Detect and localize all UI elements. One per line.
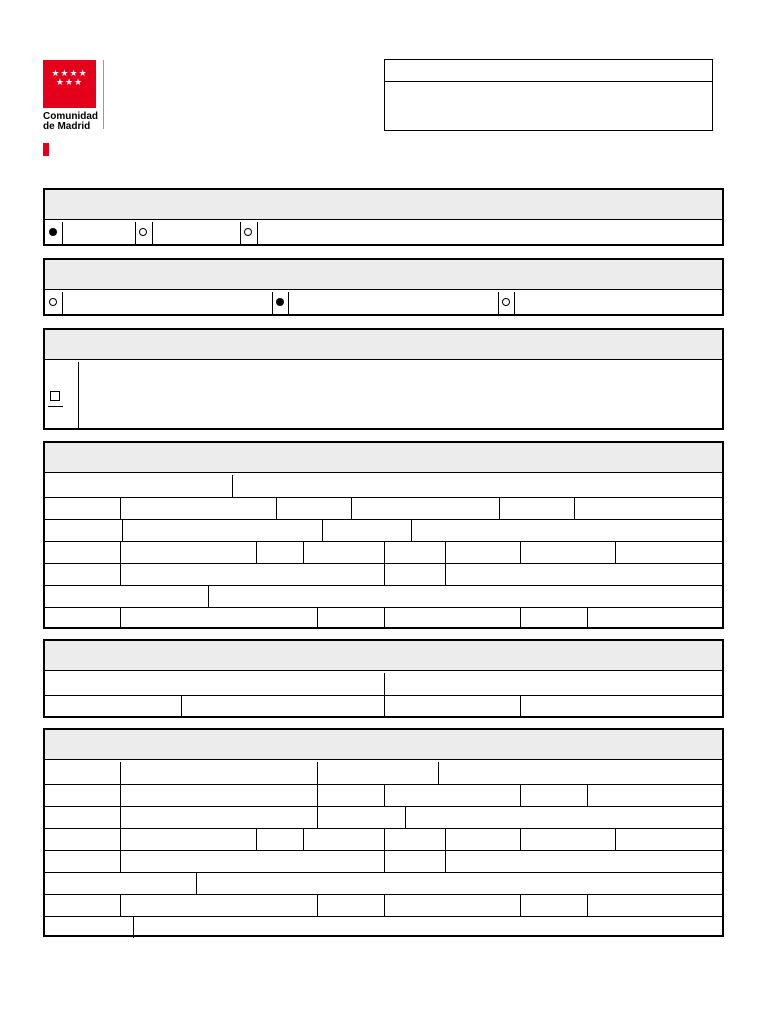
form-label-cell bbox=[45, 917, 133, 938]
section-2-header bbox=[45, 260, 722, 290]
form-label-cell bbox=[520, 895, 587, 916]
form-label-cell bbox=[499, 498, 574, 519]
form-input-field[interactable] bbox=[520, 696, 722, 717]
section-3-header bbox=[45, 330, 722, 360]
logo-stars: ★★★★ ★★★ bbox=[51, 68, 88, 87]
radio-option-3[interactable] bbox=[502, 298, 510, 306]
form-label-cell bbox=[384, 542, 445, 563]
cell-divider bbox=[135, 222, 136, 244]
form-label-cell bbox=[520, 608, 587, 629]
option-1-field[interactable] bbox=[62, 292, 272, 314]
form-input-field[interactable] bbox=[574, 498, 722, 519]
cell-divider bbox=[240, 222, 241, 244]
option-3-field[interactable] bbox=[514, 292, 722, 314]
section-6-representative bbox=[43, 728, 724, 937]
form-input-field[interactable] bbox=[384, 608, 520, 629]
form-label-cell bbox=[45, 586, 208, 607]
form-row bbox=[45, 784, 722, 806]
logo-divider bbox=[103, 60, 104, 129]
form-input-field[interactable] bbox=[411, 520, 722, 541]
option-2-field[interactable] bbox=[288, 292, 498, 314]
form-label-cell bbox=[45, 785, 120, 806]
form-input-field[interactable] bbox=[384, 895, 520, 916]
section-6-header bbox=[45, 730, 722, 760]
section-2-options-row bbox=[45, 292, 722, 314]
form-label-cell bbox=[45, 475, 232, 497]
form-input-field[interactable] bbox=[445, 829, 520, 850]
form-label-cell bbox=[317, 762, 438, 784]
registry-stamp-box[interactable] bbox=[384, 59, 713, 131]
consent-checkbox[interactable] bbox=[50, 391, 60, 401]
logo-text bbox=[43, 112, 98, 132]
option-3-field[interactable] bbox=[257, 222, 722, 244]
form-row bbox=[45, 475, 722, 497]
form-input-field[interactable] bbox=[405, 807, 722, 828]
form-row bbox=[45, 519, 722, 541]
form-row bbox=[45, 916, 722, 938]
form-row bbox=[45, 828, 722, 850]
form-label-cell bbox=[45, 829, 120, 850]
form-label-cell bbox=[45, 564, 120, 585]
form-input-field[interactable] bbox=[196, 873, 722, 894]
comunidad-madrid-logo bbox=[43, 60, 96, 108]
form-label-cell bbox=[45, 895, 120, 916]
form-label-cell bbox=[384, 851, 445, 872]
section-2 bbox=[43, 258, 724, 316]
form-label-cell bbox=[520, 542, 615, 563]
section-4-applicant bbox=[43, 441, 724, 629]
form-input-field[interactable] bbox=[384, 673, 722, 695]
form-input-field[interactable] bbox=[120, 785, 317, 806]
form-label-cell bbox=[256, 829, 303, 850]
form-input-field[interactable] bbox=[133, 917, 722, 938]
form-row bbox=[45, 607, 722, 629]
form-label-cell bbox=[45, 851, 120, 872]
form-label-cell bbox=[520, 785, 587, 806]
form-label-cell bbox=[384, 829, 445, 850]
section-5-header bbox=[45, 641, 722, 671]
logo-text-line2: de Madrid bbox=[43, 121, 91, 132]
radio-option-2[interactable] bbox=[276, 298, 284, 306]
form-input-field[interactable] bbox=[303, 829, 384, 850]
form-row bbox=[45, 563, 722, 585]
form-input-field[interactable] bbox=[615, 542, 722, 563]
form-input-field[interactable] bbox=[120, 762, 317, 784]
form-input-field[interactable] bbox=[120, 608, 317, 629]
form-input-field[interactable] bbox=[120, 498, 276, 519]
form-label-cell bbox=[45, 608, 120, 629]
form-row bbox=[45, 872, 722, 894]
form-row bbox=[45, 806, 722, 828]
form-label-cell bbox=[520, 829, 615, 850]
form-input-field[interactable] bbox=[45, 673, 384, 695]
red-section-mark bbox=[43, 143, 49, 156]
form-input-field[interactable] bbox=[384, 785, 520, 806]
form-label-cell bbox=[317, 785, 384, 806]
form-input-field[interactable] bbox=[445, 851, 722, 872]
form-input-field[interactable] bbox=[587, 608, 722, 629]
form-row bbox=[45, 541, 722, 563]
form-input-field[interactable] bbox=[232, 475, 722, 497]
section-1-options-row bbox=[45, 222, 722, 244]
form-label-cell bbox=[45, 520, 122, 541]
form-input-field[interactable] bbox=[587, 785, 722, 806]
form-input-field[interactable] bbox=[120, 829, 256, 850]
form-label-cell bbox=[45, 807, 120, 828]
radio-option-1[interactable] bbox=[49, 298, 57, 306]
logo-text-line1: Comunidad bbox=[43, 111, 98, 122]
form-input-field[interactable] bbox=[181, 696, 384, 717]
section-3 bbox=[43, 328, 724, 430]
registry-box-divider bbox=[385, 81, 712, 82]
form-label-cell bbox=[317, 895, 384, 916]
form-input-field[interactable] bbox=[120, 895, 317, 916]
form-row bbox=[45, 673, 722, 695]
form-label-cell bbox=[317, 807, 405, 828]
cell-divider bbox=[498, 292, 499, 314]
radio-option-2[interactable] bbox=[139, 228, 147, 236]
cell-divider bbox=[272, 292, 273, 314]
form-row bbox=[45, 585, 722, 607]
form-input-field[interactable] bbox=[351, 498, 499, 519]
form-label-cell bbox=[45, 762, 120, 784]
form-label-cell bbox=[45, 498, 120, 519]
form-input-field[interactable] bbox=[120, 564, 384, 585]
form-row bbox=[45, 762, 722, 784]
radio-option-1[interactable] bbox=[49, 228, 57, 236]
form-input-field[interactable] bbox=[208, 586, 722, 607]
form-label-cell bbox=[384, 564, 445, 585]
section-5 bbox=[43, 639, 724, 718]
radio-option-3[interactable] bbox=[244, 228, 252, 236]
checkbox-underline bbox=[48, 406, 63, 407]
form-input-field[interactable] bbox=[438, 762, 722, 784]
form-row bbox=[45, 850, 722, 872]
section-3-body bbox=[45, 362, 722, 428]
form-label-cell bbox=[317, 608, 384, 629]
form-row bbox=[45, 695, 722, 717]
section-1 bbox=[43, 188, 724, 246]
form-label-cell bbox=[45, 696, 181, 717]
form-label-cell bbox=[256, 542, 303, 563]
form-label-cell bbox=[276, 498, 351, 519]
form-label-cell bbox=[45, 542, 120, 563]
option-1-field[interactable] bbox=[62, 222, 135, 244]
form-input-field[interactable] bbox=[303, 542, 384, 563]
section-1-header bbox=[45, 190, 722, 220]
form-label-cell bbox=[322, 520, 411, 541]
section-4-header bbox=[45, 443, 722, 473]
form-input-field[interactable] bbox=[445, 564, 722, 585]
form-input-field[interactable] bbox=[122, 520, 322, 541]
form-input-field[interactable] bbox=[445, 542, 520, 563]
form-label-cell bbox=[45, 873, 196, 894]
form-label-cell bbox=[384, 696, 520, 717]
form-row bbox=[45, 497, 722, 519]
form-input-field[interactable] bbox=[120, 542, 256, 563]
form-input-field[interactable] bbox=[615, 829, 722, 850]
form-input-field[interactable] bbox=[587, 895, 722, 916]
option-2-field[interactable] bbox=[152, 222, 240, 244]
form-input-field[interactable] bbox=[120, 851, 384, 872]
consent-text-area bbox=[78, 362, 722, 428]
form-row bbox=[45, 894, 722, 916]
form-input-field[interactable] bbox=[120, 807, 317, 828]
